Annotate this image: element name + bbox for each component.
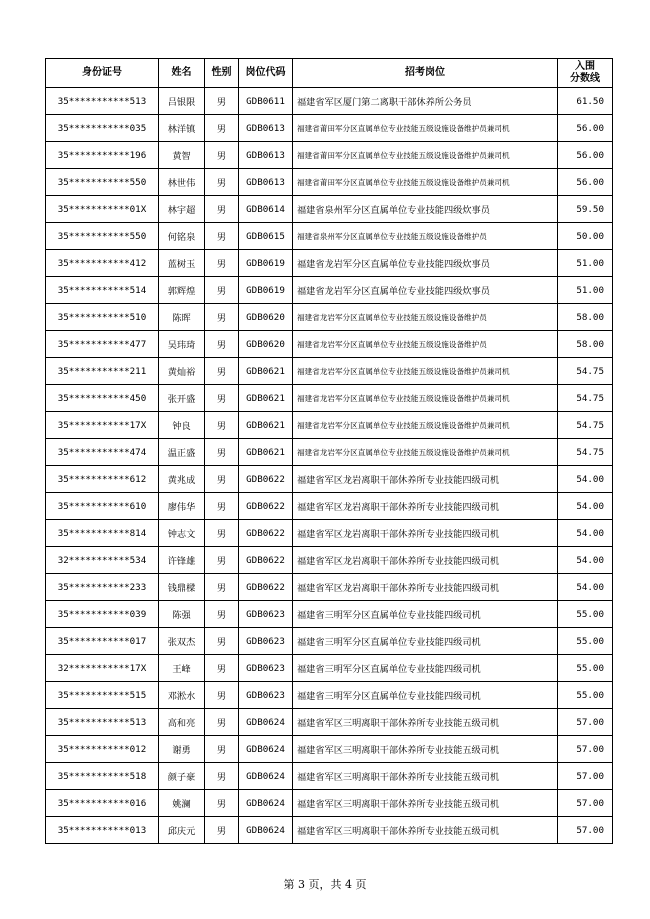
table-row [46,493,613,520]
cell-position: 福建省泉州军分区直属单位专业技能五级设施设备维护员 [293,223,558,250]
cell-position: 福建省军区三明离职干部休养所专业技能五级司机 [293,709,558,736]
header-code: 岗位代码 [239,59,293,88]
cell-score: 61.50 [558,88,613,115]
cell-code: GDB0622 [239,493,293,520]
cell-id: 35***********196 [46,142,159,169]
cell-code: GDB0622 [239,466,293,493]
cell-position: 福建省龙岩军分区直属单位专业技能五级设施设备维护员兼司机 [293,412,558,439]
cell-name: 林洋镇 [159,115,205,142]
cell-id: 35***********474 [46,439,159,466]
cell-id: 35***********550 [46,223,159,250]
table-row [46,385,613,412]
cell-score: 59.50 [558,196,613,223]
cell-id: 35***********510 [46,304,159,331]
cell-name: 钟志文 [159,520,205,547]
cell-position: 福建省龙岩军分区直属单位专业技能五级设施设备维护员 [293,304,558,331]
header-score-line1: 入围 [575,61,595,72]
cell-code: GDB0624 [239,736,293,763]
cell-position: 福建省三明军分区直属单位专业技能四级司机 [293,655,558,682]
cell-id: 35***********814 [46,520,159,547]
cell-name: 谢勇 [159,736,205,763]
cell-position: 福建省龙岩军分区直属单位专业技能四级炊事员 [293,277,558,304]
cell-position: 福建省军区龙岩离职干部休养所专业技能四级司机 [293,493,558,520]
cell-score: 54.75 [558,358,613,385]
cell-score: 58.00 [558,304,613,331]
table-row [46,709,613,736]
cell-position: 福建省莆田军分区直属单位专业技能五级设施设备维护员兼司机 [293,169,558,196]
cell-gender: 男 [205,439,239,466]
cell-gender: 男 [205,250,239,277]
cell-code: GDB0622 [239,574,293,601]
cell-id: 35***********550 [46,169,159,196]
cell-name: 邓淞水 [159,682,205,709]
cell-name: 钱鼎樑 [159,574,205,601]
cell-code: GDB0619 [239,250,293,277]
table-row [46,223,613,250]
cell-id: 35***********013 [46,817,159,844]
cell-position: 福建省军区龙岩离职干部休养所专业技能四级司机 [293,520,558,547]
cell-id: 35***********017 [46,628,159,655]
cell-score: 55.00 [558,601,613,628]
cell-score: 56.00 [558,142,613,169]
cell-name: 吴玮琦 [159,331,205,358]
cell-position: 福建省军区三明离职干部休养所专业技能五级司机 [293,763,558,790]
cell-name: 蓝树玉 [159,250,205,277]
cell-position: 福建省龙岩军分区直属单位专业技能五级设施设备维护员兼司机 [293,439,558,466]
cell-gender: 男 [205,736,239,763]
table-row [46,547,613,574]
cell-code: GDB0623 [239,682,293,709]
cell-score: 56.00 [558,169,613,196]
cell-code: GDB0624 [239,790,293,817]
cell-score: 50.00 [558,223,613,250]
cell-code: GDB0624 [239,709,293,736]
header-name: 姓名 [159,59,205,88]
cell-name: 吕银限 [159,88,205,115]
table-row [46,277,613,304]
cell-name: 林世伟 [159,169,205,196]
cell-id: 35***********035 [46,115,159,142]
cell-code: GDB0613 [239,169,293,196]
cell-code: GDB0622 [239,547,293,574]
cell-name: 黄智 [159,142,205,169]
cell-name: 何铭泉 [159,223,205,250]
cell-score: 54.75 [558,385,613,412]
table-header-row [46,59,613,88]
header-position: 招考岗位 [293,59,558,88]
header-score-line2: 分数线 [570,73,600,84]
cell-score: 54.00 [558,547,613,574]
cell-gender: 男 [205,520,239,547]
table-row [46,304,613,331]
cell-name: 郭辉煌 [159,277,205,304]
cell-gender: 男 [205,358,239,385]
cell-position: 福建省莆田军分区直属单位专业技能五级设施设备维护员兼司机 [293,142,558,169]
cell-gender: 男 [205,817,239,844]
cell-name: 高和亮 [159,709,205,736]
table-row [46,628,613,655]
cell-score: 55.00 [558,628,613,655]
cell-id: 35***********233 [46,574,159,601]
cell-id: 35***********039 [46,601,159,628]
cell-id: 35***********514 [46,277,159,304]
cell-gender: 男 [205,223,239,250]
cell-position: 福建省军区三明离职干部休养所专业技能五级司机 [293,736,558,763]
cell-code: GDB0621 [239,439,293,466]
table-row [46,655,613,682]
cell-score: 57.00 [558,736,613,763]
cell-gender: 男 [205,763,239,790]
cell-id: 35***********211 [46,358,159,385]
cell-code: GDB0613 [239,142,293,169]
header-id: 身份证号 [46,59,159,88]
cell-name: 邱庆元 [159,817,205,844]
cell-code: GDB0611 [239,88,293,115]
cell-id: 35***********610 [46,493,159,520]
cell-id: 35***********01X [46,196,159,223]
table-row [46,331,613,358]
cell-gender: 男 [205,547,239,574]
cell-name: 温正盛 [159,439,205,466]
cell-gender: 男 [205,385,239,412]
table-body [46,88,613,844]
cell-name: 张开盛 [159,385,205,412]
cell-gender: 男 [205,682,239,709]
cell-name: 陈强 [159,601,205,628]
cell-gender: 男 [205,304,239,331]
cell-code: GDB0613 [239,115,293,142]
cell-position: 福建省三明军分区直属单位专业技能四级司机 [293,682,558,709]
cell-code: GDB0622 [239,520,293,547]
cell-score: 55.00 [558,655,613,682]
cell-name: 张双杰 [159,628,205,655]
header-gender: 性别 [205,59,239,88]
cell-score: 54.00 [558,493,613,520]
cell-score: 55.00 [558,682,613,709]
table-row [46,790,613,817]
cell-name: 姚澜 [159,790,205,817]
cell-name: 钟良 [159,412,205,439]
cell-position: 福建省三明军分区直属单位专业技能四级司机 [293,628,558,655]
table-row [46,817,613,844]
cell-id: 35***********513 [46,88,159,115]
table-row [46,520,613,547]
cell-id: 35***********016 [46,790,159,817]
table-row [46,682,613,709]
table-row [46,466,613,493]
cell-score: 54.00 [558,574,613,601]
cell-code: GDB0624 [239,763,293,790]
page-footer: 第 3 页，共 4 页 [283,878,367,891]
cell-code: GDB0621 [239,358,293,385]
cell-position: 福建省龙岩军分区直属单位专业技能五级设施设备维护员兼司机 [293,358,558,385]
cell-gender: 男 [205,196,239,223]
table-row [46,736,613,763]
cell-name: 林宇超 [159,196,205,223]
cell-score: 51.00 [558,277,613,304]
cell-position: 福建省莆田军分区直属单位专业技能五级设施设备维护员兼司机 [293,115,558,142]
cell-gender: 男 [205,142,239,169]
cell-gender: 男 [205,466,239,493]
cell-gender: 男 [205,331,239,358]
cell-id: 35***********515 [46,682,159,709]
cell-id: 35***********518 [46,763,159,790]
cell-code: GDB0621 [239,412,293,439]
cell-code: GDB0623 [239,628,293,655]
cell-id: 35***********012 [46,736,159,763]
cell-position: 福建省军区厦门第二离职干部休养所公务员 [293,88,558,115]
cell-position: 福建省军区龙岩离职干部休养所专业技能四级司机 [293,466,558,493]
cell-score: 57.00 [558,817,613,844]
cell-id: 35***********612 [46,466,159,493]
cell-position: 福建省龙岩军分区直属单位专业技能五级设施设备维护员兼司机 [293,385,558,412]
cell-code: GDB0620 [239,331,293,358]
cell-score: 57.00 [558,763,613,790]
cell-position: 福建省龙岩军分区直属单位专业技能四级炊事员 [293,250,558,277]
cell-name: 黄兆成 [159,466,205,493]
cell-name: 颜子豪 [159,763,205,790]
cell-gender: 男 [205,169,239,196]
cell-name: 黄灿裕 [159,358,205,385]
cell-position: 福建省军区三明离职干部休养所专业技能五级司机 [293,790,558,817]
cell-gender: 男 [205,628,239,655]
table-row [46,250,613,277]
cell-position: 福建省军区龙岩离职干部休养所专业技能四级司机 [293,547,558,574]
cell-code: GDB0623 [239,655,293,682]
cell-code: GDB0620 [239,304,293,331]
cell-position: 福建省龙岩军分区直属单位专业技能五级设施设备维护员 [293,331,558,358]
cell-gender: 男 [205,493,239,520]
cell-gender: 男 [205,115,239,142]
cell-gender: 男 [205,88,239,115]
cell-code: GDB0615 [239,223,293,250]
cell-gender: 男 [205,790,239,817]
cell-code: GDB0614 [239,196,293,223]
table-row [46,196,613,223]
cell-gender: 男 [205,601,239,628]
cell-position: 福建省军区龙岩离职干部休养所专业技能四级司机 [293,574,558,601]
cell-score: 51.00 [558,250,613,277]
cell-position: 福建省军区三明离职干部休养所专业技能五级司机 [293,817,558,844]
cell-id: 35***********17X [46,412,159,439]
table-row [46,88,613,115]
cell-id: 35***********450 [46,385,159,412]
cell-name: 廖伟华 [159,493,205,520]
cell-code: GDB0619 [239,277,293,304]
cell-score: 58.00 [558,331,613,358]
cell-id: 35***********477 [46,331,159,358]
cell-gender: 男 [205,574,239,601]
header-score [558,59,613,88]
cell-code: GDB0624 [239,817,293,844]
table-row [46,574,613,601]
cell-name: 许锋雄 [159,547,205,574]
table-row [46,412,613,439]
cell-score: 57.00 [558,790,613,817]
table-row [46,169,613,196]
table-row [46,142,613,169]
cell-id: 35***********513 [46,709,159,736]
cell-score: 54.75 [558,412,613,439]
table-row [46,763,613,790]
cell-gender: 男 [205,655,239,682]
cell-id: 32***********17X [46,655,159,682]
cell-gender: 男 [205,412,239,439]
cell-score: 54.75 [558,439,613,466]
cell-code: GDB0621 [239,385,293,412]
cell-id: 35***********412 [46,250,159,277]
results-table [45,58,613,844]
cell-score: 54.00 [558,520,613,547]
table-row [46,115,613,142]
cell-position: 福建省泉州军分区直属单位专业技能四级炊事员 [293,196,558,223]
cell-gender: 男 [205,277,239,304]
cell-score: 54.00 [558,466,613,493]
cell-score: 56.00 [558,115,613,142]
table-row [46,358,613,385]
cell-score: 57.00 [558,709,613,736]
cell-code: GDB0623 [239,601,293,628]
cell-position: 福建省三明军分区直属单位专业技能四级司机 [293,601,558,628]
table-row [46,439,613,466]
cell-name: 陈晖 [159,304,205,331]
cell-name: 王峰 [159,655,205,682]
table-row [46,601,613,628]
cell-id: 32***********534 [46,547,159,574]
cell-gender: 男 [205,709,239,736]
